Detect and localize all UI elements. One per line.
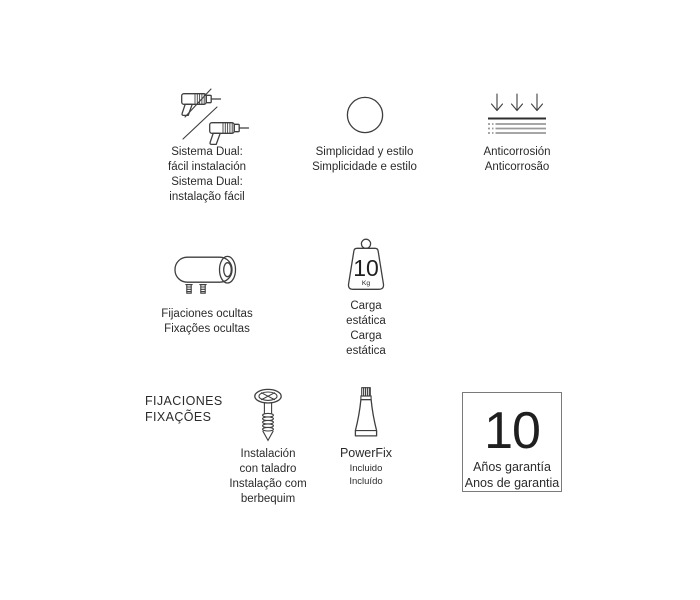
powerfix-title: PowerFix — [339, 446, 393, 460]
simplicity-label: Simplicidad y estilo Simplicidade e estilo — [312, 146, 417, 173]
anticorrosion-label: Anticorrosión Anticorrosão — [483, 146, 551, 173]
static-load-label: Carga estática Carga estática — [346, 300, 386, 357]
powerfix-included-label: Incluido Incluído — [349, 463, 383, 487]
rail-with-screws-icon — [174, 255, 242, 297]
weight-icon — [339, 238, 393, 297]
dual-system-label: Sistema Dual: fácil instalación Sistema Dual: instalação fácil — [168, 146, 246, 203]
hidden-fixings-label: Fijaciones ocultas Fixações ocultas — [161, 308, 253, 335]
screw-icon — [250, 388, 286, 443]
warranty-box — [462, 392, 562, 492]
weight-value: 10 — [353, 255, 379, 281]
drill-installation-label: Instalación con taladro Instalação com berbequim — [229, 448, 307, 505]
circle-icon — [346, 96, 384, 134]
warranty-years-number: 10 — [484, 402, 540, 460]
arrows-over-surface-icon — [487, 93, 547, 139]
adhesive-tube-icon — [350, 387, 382, 441]
weight-unit: Kg — [361, 280, 371, 287]
warranty-label: Años garantía Anos de garantia — [464, 460, 560, 490]
drill-dual-icon — [172, 86, 254, 148]
fixings-heading: FIJACIONES FIXAÇÕES — [145, 394, 223, 424]
